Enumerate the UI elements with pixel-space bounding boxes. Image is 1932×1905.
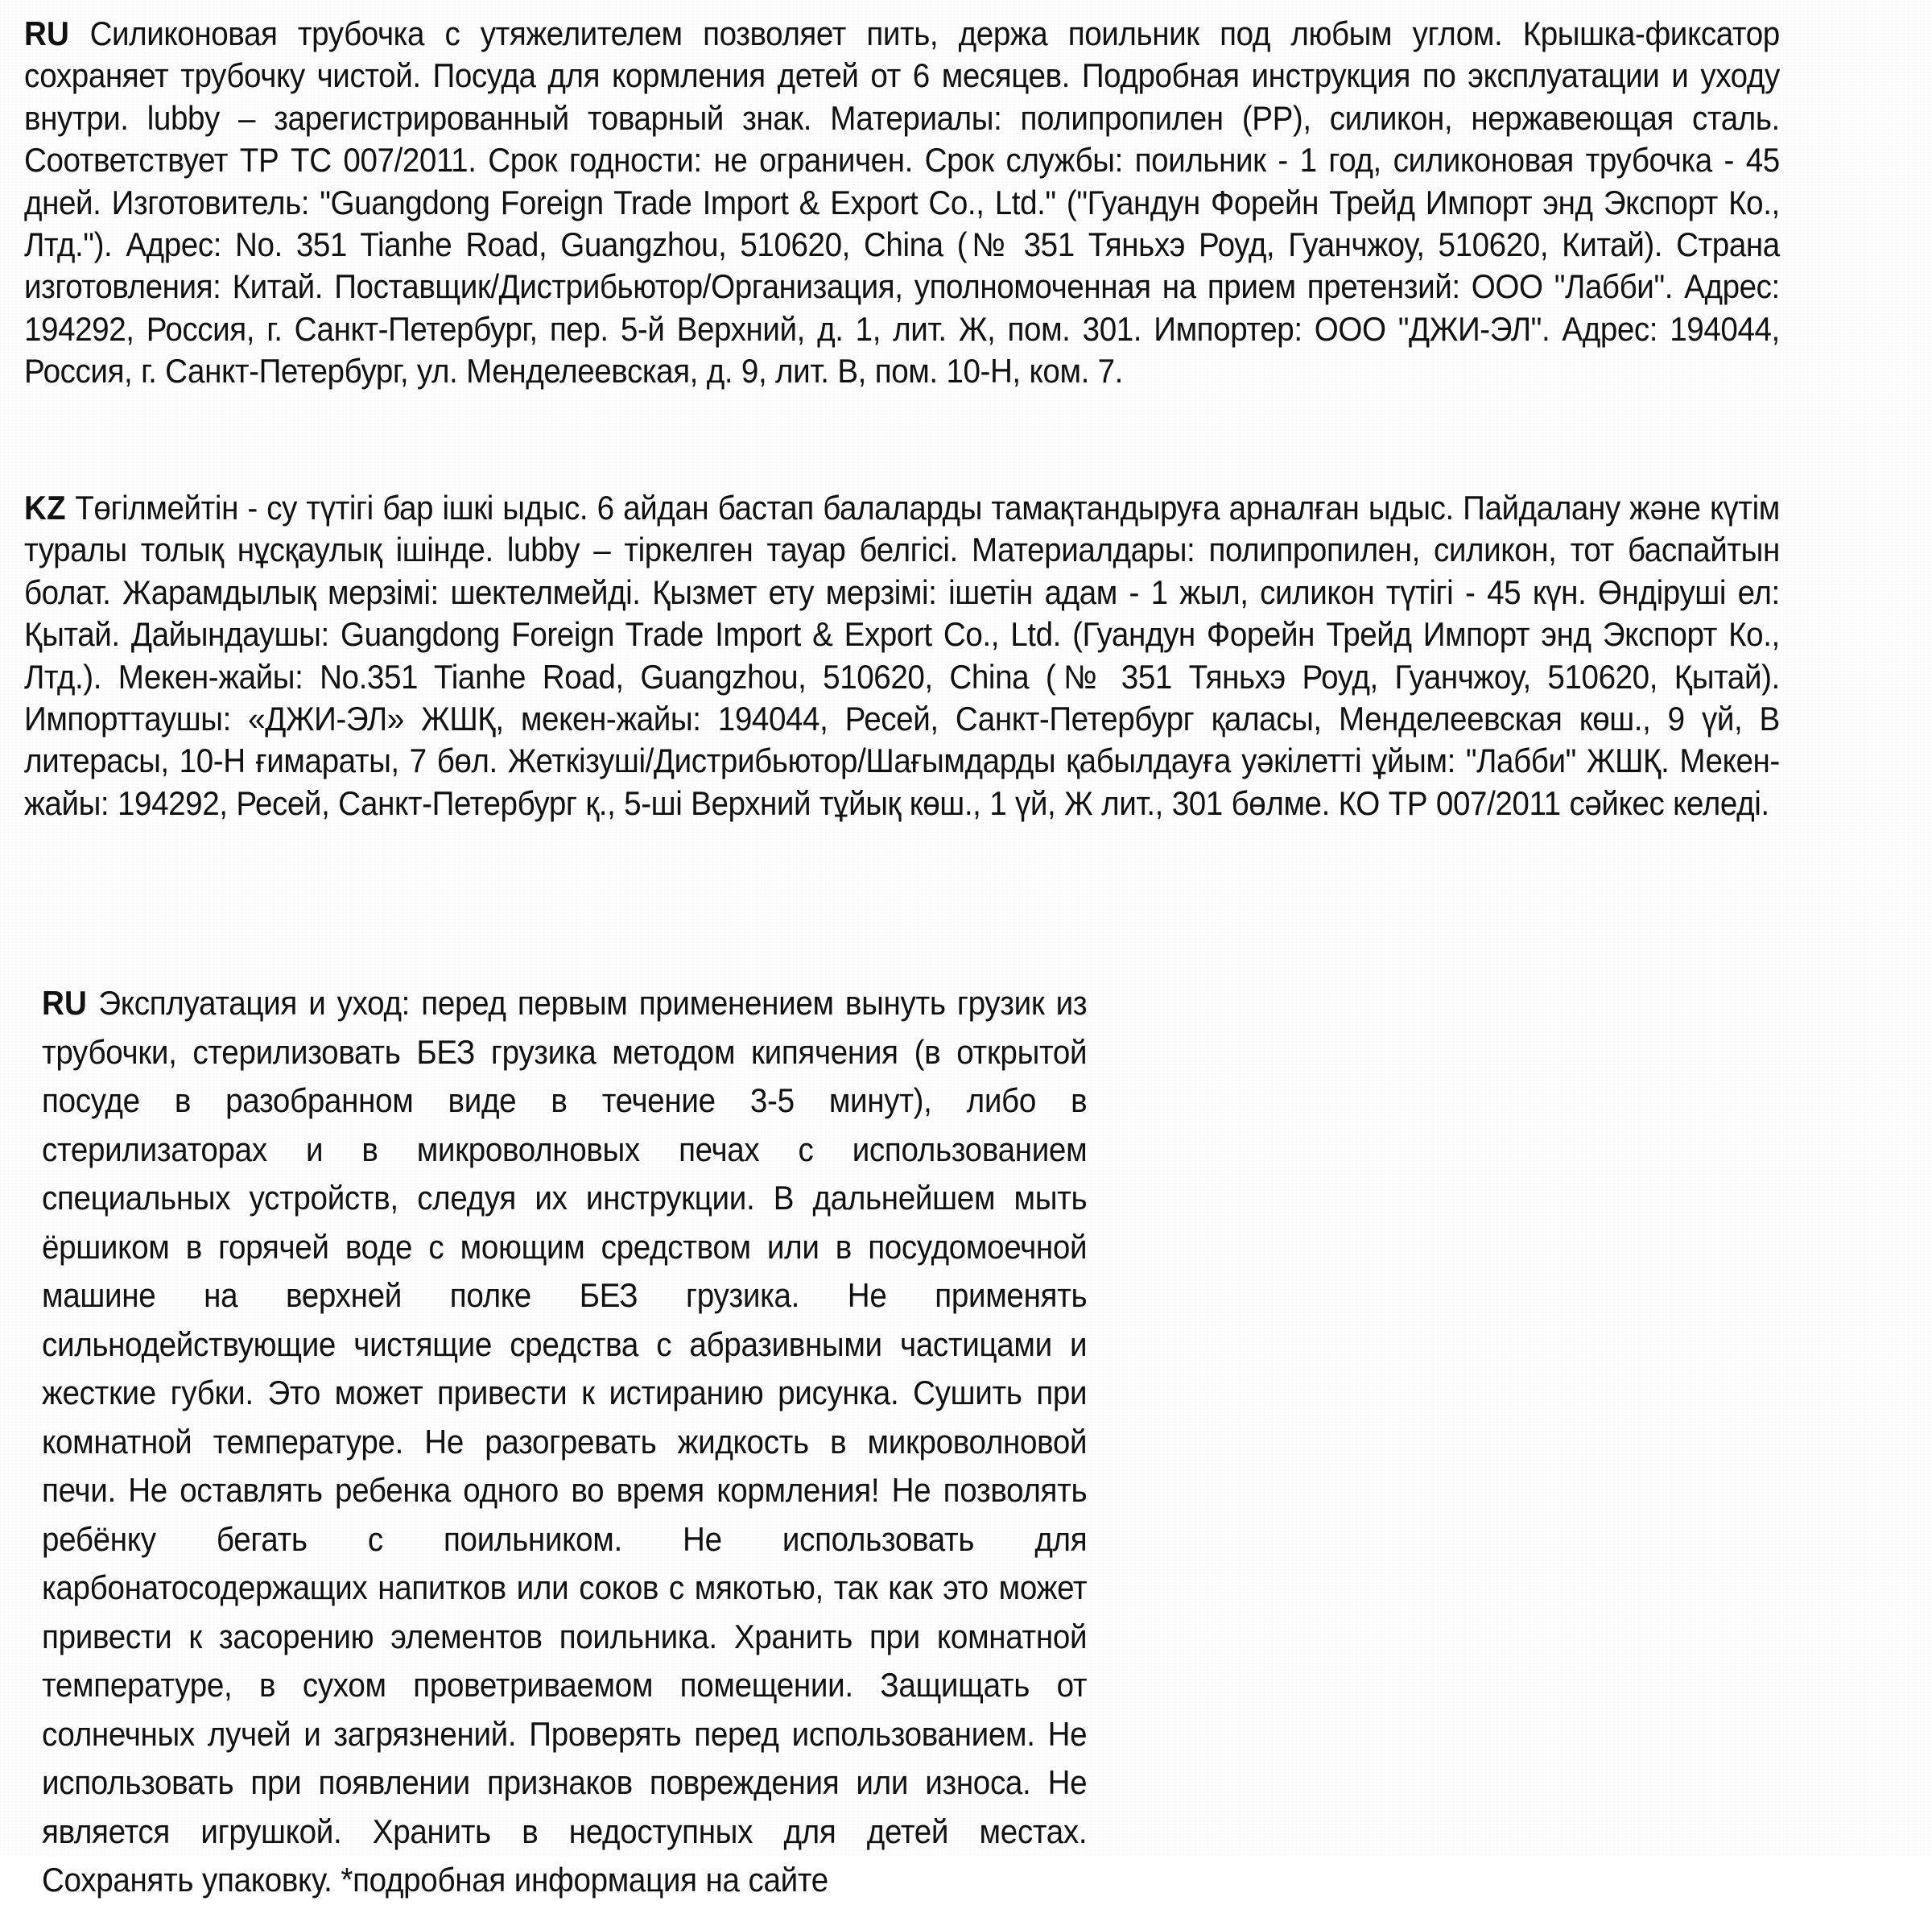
- paragraph: [24, 487, 1780, 824]
- kz-specification-text: Төгілмейтін - су түтігі бар ішкі ыдыс. 6 айдан бастап балаларды тамақтандыруға арналған ыдыс. Пайдалану және күтім туралы толық нұсқаулық ішінде. lubby – тіркелген тауар белгісі. Материалдары: полипропилен, силикон, тот баспайтын болат. Жарамдылық мерзімі: шектелмейді. Қызмет ету мерзімі: ішетін адам - 1 жыл, силикон түтігі - 45 күн. Өндіруші ел: Қытай. Дайындаушы: Guangdong Foreign Trade Import & Export Co., Ltd. (Гуандун Форейн Трейд Импорт энд Экспорт Ко., Лтд.). Мекен-жайы: No.351 Tianhe Road, Guangzhou, 510620, China (№ 351 Тяньхэ Роуд, Гуанчжоу, 510620, Қытай). Импорттаушы: «ДЖИ-ЭЛ» ЖШҚ, мекен-жайы: 194044, Ресей, Санкт-Петербург қаласы, Менделеевская көш., 9 үй, В литерасы, 10-Н ғимараты, 7 бөл. Жеткізуші/Дистрибьютор/Шағымдарды қабылдауға уәкілетті ұйым: "Лабби" ЖШҚ. Мекен-жайы: 194292, Ресей, Санкт-Петербург қ., 5-ші Верхний тұйық көш., 1 үй, Ж лит., 301 бөлме. КО ТР 007/2011 сәйкес келеді.: [24, 489, 1780, 822]
- ru-specification-text: Силиконовая трубочка с утяжелителем позволяет пить, держа поильник под любым углом. Крышка-фиксатор сохраняет трубочку чистой. Посуда для кормления детей от 6 месяцев. Подробная инструкция по эксплуатации и уходу внутри. lubby – зарегистрированный товарный знак. Материалы: полипропилен (PP), силикон, нержавеющая сталь. Соответствует ТР ТС 007/2011. Срок годности: не ограничен. Срок службы: поильник - 1 год, силиконовая трубочка - 45 дней. Изготовитель: "Guangdong Foreign Trade Import & Export Co., Ltd." ("Гуандун Форейн Трейд Импорт энд Экспорт Ко., Лтд."). Адрес: No. 351 Tianhe Road, Guangzhou, 510620, China (№ 351 Тяньхэ Роуд, Гуанчжоу, 510620, Китай). Страна изготовления: Китай. Поставщик/Дистрибьютор/Организация, уполномоченная на прием претензий: ООО "Лабби". Адрес: 194292, Россия, г. Санкт-Петербург, пер. 5-й Верхний, д. 1, лит. Ж, пом. 301. Импортер: ООО "ДЖИ-ЭЛ". Адрес: 194044, Россия, г. Санкт-Петербург, ул. Менделеевская, д. 9, лит. В, пом. 10-Н, ком. 7.: [24, 14, 1780, 391]
- paragraph: [42, 979, 1087, 1905]
- language-tag-kz: KZ: [24, 489, 66, 527]
- paragraph: [24, 13, 1780, 393]
- language-tag-ru-care: RU: [42, 984, 88, 1022]
- ru-care-instructions-block: [42, 979, 1087, 1905]
- kz-specification-block: [24, 487, 1780, 824]
- ru-care-instructions-text: Эксплуатация и уход: перед первым применением вынуть грузик из трубочки, стерилизовать БЕЗ грузика методом кипячения (в открытой посуде в разобранном виде в течение 3-5 минут), либо в стерилизаторах и в микроволновых печах с использованием специальных устройств, следуя их инструкции. В дальнейшем мыть ёршиком в горячей воде с моющим средством или в посудомоечной машине на верхней полке БЕЗ грузика. Не применять сильнодействующие чистящие средства с абразивными частицами и жесткие губки. Это может привести к истиранию рисунка. Сушить при комнатной температуре. Не разогревать жидкость в микроволновой печи. Не оставлять ребенка одного во время кормления! Не позволять ребёнку бегать с поильником. Не использовать для карбонатосодержащих напитков или соков с мякотью, так как это может привести к засорению элементов поильника. Хранить при комнатной температуре, в сухом проветриваемом помещении. Защищать от солнечных лучей и загрязнений. Проверять перед использованием. Не использовать при появлении признаков повреждения или износа. Не является игрушкой. Хранить в недоступных для детей местах. Сохранять упаковку. *подробная информация на сайте: [42, 984, 1088, 1899]
- ru-specification-block: [24, 13, 1780, 393]
- language-tag-ru: RU: [24, 14, 70, 52]
